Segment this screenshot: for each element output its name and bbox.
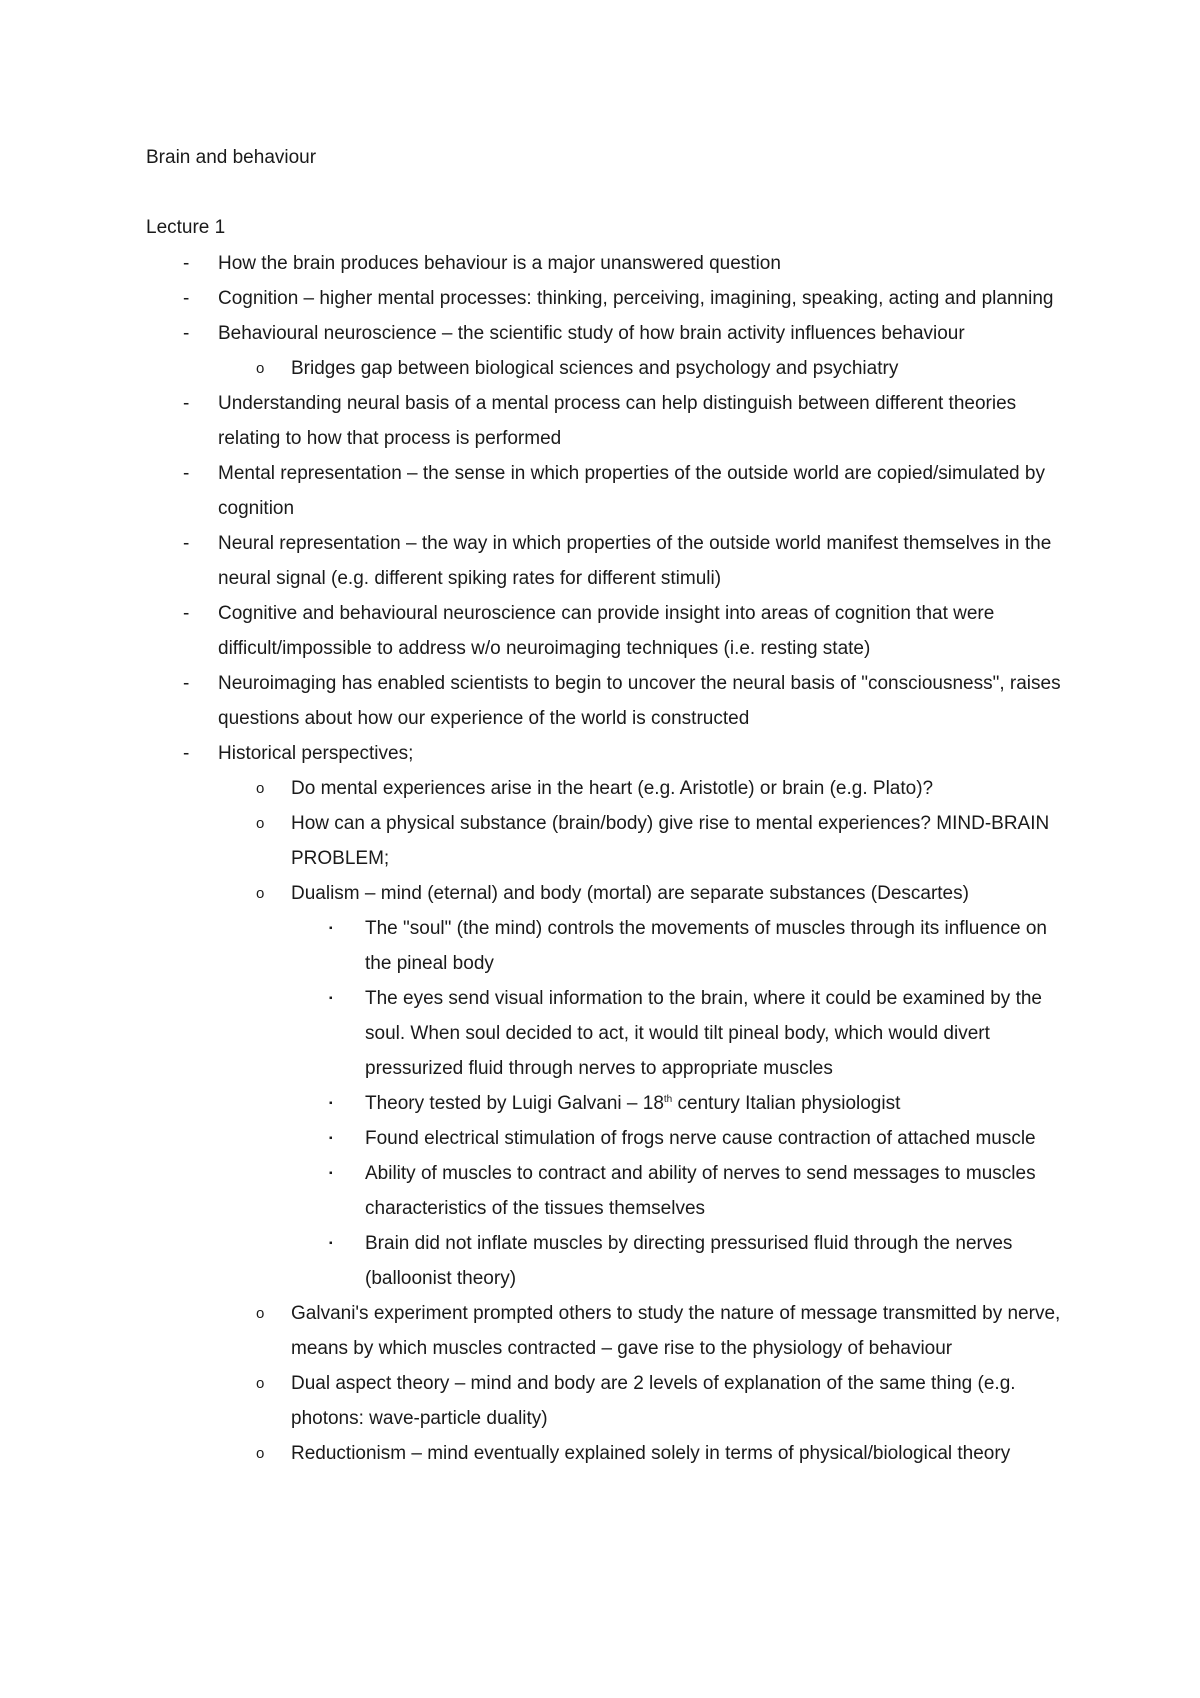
list-item	[0, 526, 1200, 596]
dash-bullet: -	[183, 673, 190, 694]
sub-list-item	[0, 1296, 1200, 1366]
sub-sub-list-item	[0, 1121, 1200, 1156]
list-item	[0, 386, 1200, 456]
circle-bullet: o	[256, 1305, 265, 1322]
list-item-text: Behavioural neuroscience – the scientific study of how brain activity influences behaviour	[218, 323, 965, 344]
lecture-heading: Lecture 1	[146, 217, 226, 238]
sub-list-item	[0, 771, 1200, 806]
list-item	[0, 596, 1200, 666]
list-item	[0, 246, 1200, 281]
sub-sub-list-item	[0, 1226, 1200, 1296]
sub-list-item	[0, 351, 1200, 386]
sub-sub-list-item	[0, 981, 1200, 1086]
square-bullet: ▪	[329, 1168, 333, 1179]
sub-list-item-text: Reductionism – mind eventually explained solely in terms of physical/biological theory	[291, 1443, 1011, 1464]
list-item	[0, 281, 1200, 316]
sub-sub-list-item-text: The eyes send visual information to the brain, where it could be examined by the soul. When soul decided to act, it would tilt pineal body, which would divert pressurized fluid through nerves to appropriate muscles	[365, 988, 1042, 1079]
circle-bullet: o	[256, 1445, 265, 1462]
square-bullet: ▪	[329, 993, 333, 1004]
sub-list-item-text: Bridges gap between biological sciences and psychology and psychiatry	[291, 358, 899, 379]
bullet-list	[0, 246, 1200, 1471]
text-part: century Italian physiologist	[672, 1093, 901, 1114]
dash-bullet: -	[183, 323, 190, 344]
list-item	[0, 666, 1200, 736]
list-item	[0, 316, 1200, 351]
circle-bullet: o	[256, 360, 265, 377]
sub-list-item-text: Dual aspect theory – mind and body are 2 levels of explanation of the same thing (e.g. photons: wave-particle duality)	[291, 1373, 1016, 1429]
square-bullet: ▪	[329, 1098, 333, 1109]
dash-bullet: -	[183, 533, 190, 554]
list-item	[0, 456, 1200, 526]
circle-bullet: o	[256, 815, 265, 832]
sub-list-item	[0, 876, 1200, 911]
dash-bullet: -	[183, 603, 190, 624]
sub-sub-list-item	[0, 1086, 1200, 1121]
list-item-text: Neuroimaging has enabled scientists to begin to uncover the neural basis of "consciousness", raises questions about how our experience of the world is constructed	[218, 673, 1061, 729]
superscript: th	[663, 1094, 673, 1105]
sub-list-item-text: Galvani's experiment prompted others to study the nature of message transmitted by nerve, means by which muscles contracted – gave rise to the physiology of behaviour	[291, 1303, 1061, 1359]
sub-list-item-text: Dualism – mind (eternal) and body (mortal) are separate substances (Descartes)	[291, 883, 969, 904]
sub-sub-list-item-text: The "soul" (the mind) controls the movements of muscles through its influence on the pineal body	[365, 918, 1047, 974]
sub-sub-list-item	[0, 1156, 1200, 1226]
list-item-text: Mental representation – the sense in which properties of the outside world are copied/simulated by cognition	[218, 463, 1045, 519]
circle-bullet: o	[256, 1375, 265, 1392]
sub-list-item	[0, 1436, 1200, 1471]
list-item-text: Historical perspectives;	[218, 743, 414, 764]
dash-bullet: -	[183, 288, 190, 309]
square-bullet: ▪	[329, 1133, 333, 1144]
square-bullet: ▪	[329, 1238, 333, 1249]
sub-sub-list-item-text	[365, 1086, 1070, 1121]
list-item	[0, 736, 1200, 771]
text-part: Theory tested by Luigi Galvani – 18	[365, 1093, 664, 1114]
dash-bullet: -	[183, 393, 190, 414]
sub-sub-list-item	[0, 911, 1200, 981]
sub-sub-list-item-text: Brain did not inflate muscles by directing pressurised fluid through the nerves (balloonist theory)	[365, 1233, 1013, 1289]
dash-bullet: -	[183, 743, 190, 764]
sub-list-item	[0, 806, 1200, 876]
document-title: Brain and behaviour	[146, 147, 317, 168]
circle-bullet: o	[256, 885, 265, 902]
list-item-text: Cognition – higher mental processes: thinking, perceiving, imagining, speaking, acting and planning	[218, 288, 1054, 309]
sub-sub-list-item-text: Found electrical stimulation of frogs nerve cause contraction of attached muscle	[365, 1128, 1036, 1149]
list-item-text: Understanding neural basis of a mental process can help distinguish between different theories relating to how that process is performed	[218, 393, 1017, 449]
list-item-text: How the brain produces behaviour is a major unanswered question	[218, 253, 781, 274]
dash-bullet: -	[183, 463, 190, 484]
circle-bullet: o	[256, 780, 265, 797]
sub-list-item-text: Do mental experiences arise in the heart (e.g. Aristotle) or brain (e.g. Plato)?	[291, 778, 934, 799]
sub-sub-list-item-text: Ability of muscles to contract and ability of nerves to send messages to muscles characteristics of the tissues themselves	[365, 1163, 1036, 1219]
list-item-text: Neural representation – the way in which properties of the outside world manifest themselves in the neural signal (e.g. different spiking rates for different stimuli)	[218, 533, 1052, 589]
sub-list-item	[0, 1366, 1200, 1436]
dash-bullet: -	[183, 253, 190, 274]
sub-list-item-text: How can a physical substance (brain/body) give rise to mental experiences? MIND-BRAIN PROBLEM;	[291, 813, 1050, 869]
list-item-text: Cognitive and behavioural neuroscience can provide insight into areas of cognition that were difficult/impossible to address w/o neuroimaging techniques (i.e. resting state)	[218, 603, 995, 659]
square-bullet: ▪	[329, 923, 333, 934]
